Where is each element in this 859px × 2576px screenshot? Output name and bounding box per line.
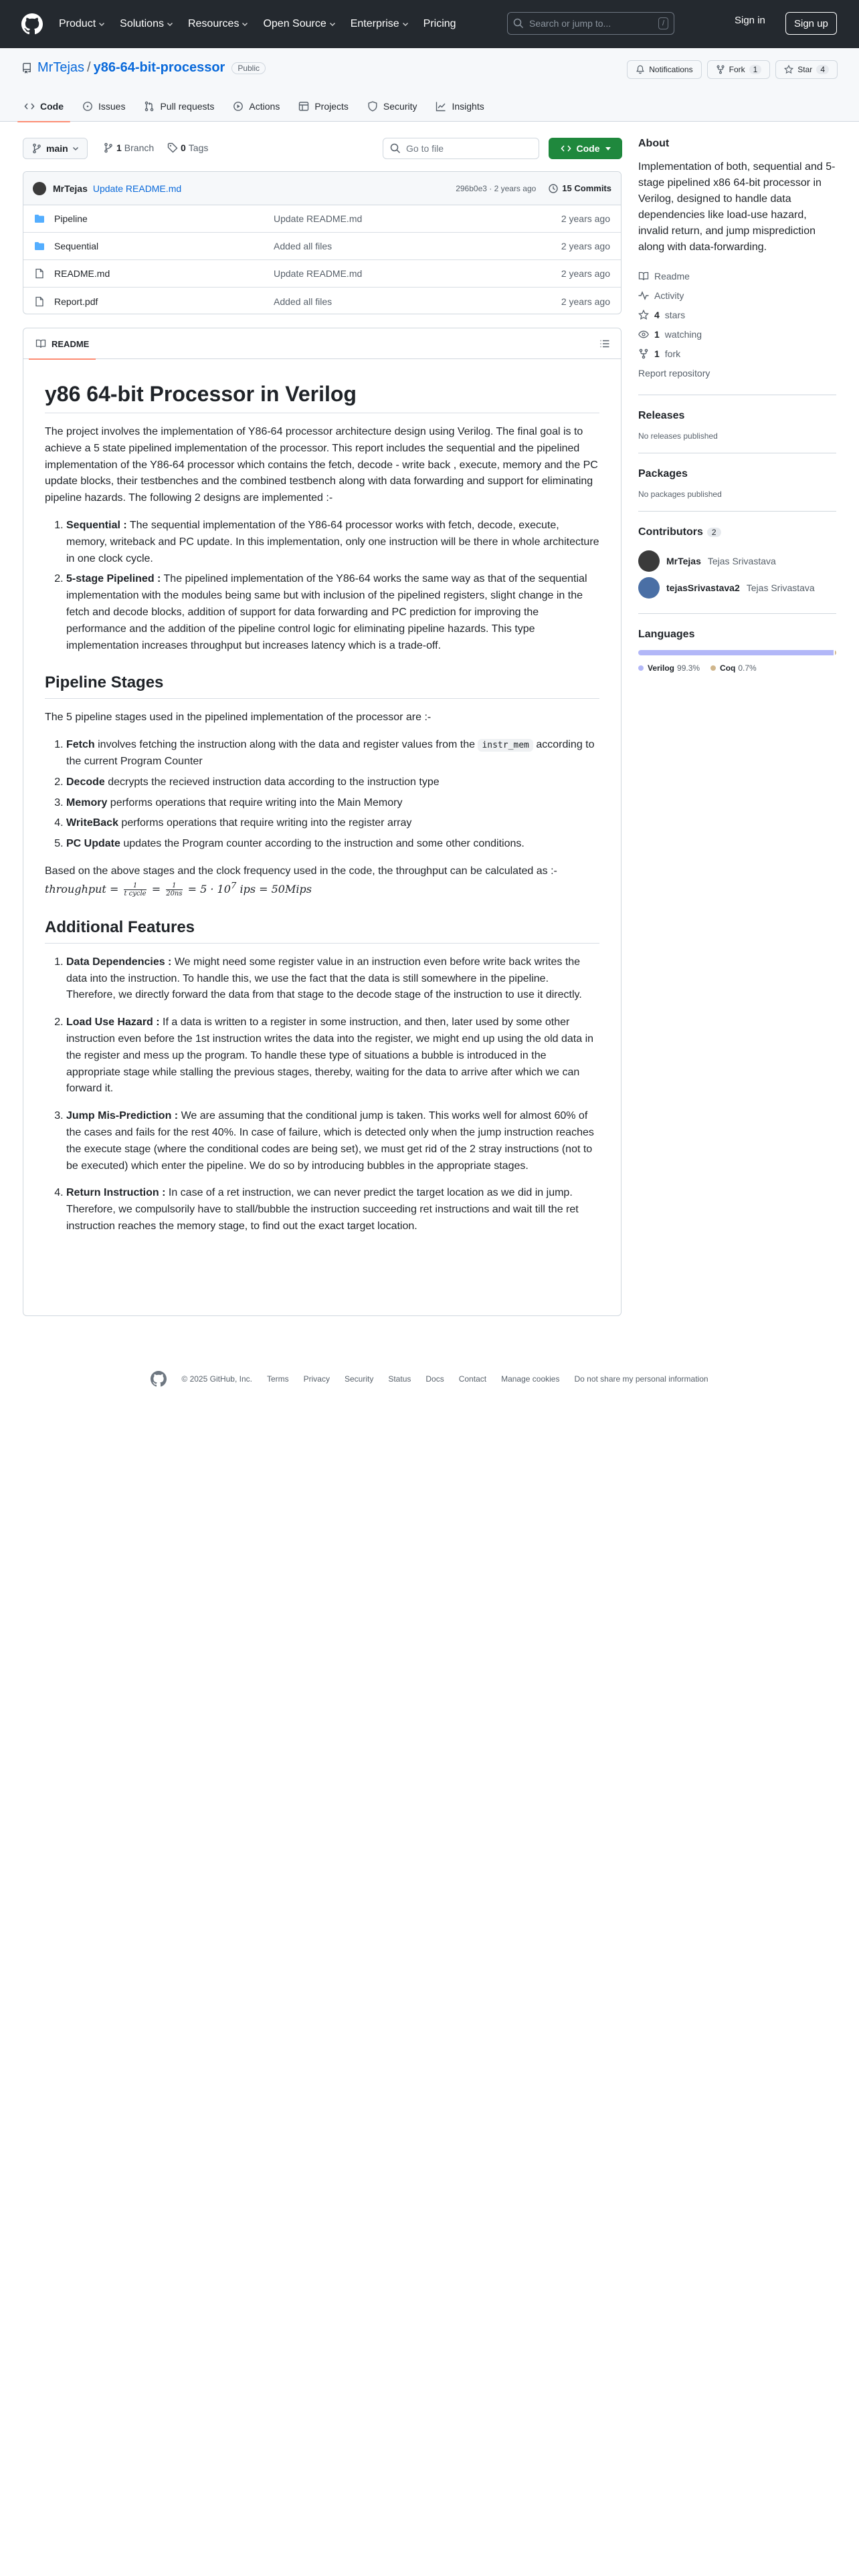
code-icon [561, 143, 571, 154]
language-name: Coq [720, 663, 736, 673]
formula-exponent: 7 [230, 881, 237, 891]
search-icon [513, 18, 524, 29]
repository-header [0, 48, 859, 122]
list-item [66, 571, 599, 654]
list-item-term: Fetch [66, 739, 95, 751]
watchers-link[interactable] [638, 324, 836, 344]
list-item [66, 774, 599, 791]
fork-icon [716, 65, 725, 74]
nav-label: Enterprise [350, 18, 399, 29]
nav-pricing[interactable] [418, 13, 462, 35]
list-item-term: Data Dependencies : [66, 956, 172, 968]
chevron-down-icon [329, 21, 336, 27]
language-bar-segment [638, 650, 834, 655]
branches-count: 1 [116, 142, 122, 153]
fork-label: Fork [729, 65, 745, 74]
releases-heading[interactable]: Releases [638, 410, 685, 421]
nav-label: Resources [187, 18, 240, 29]
footer-link-contact[interactable]: Contact [458, 1374, 487, 1384]
formula-fraction-1 [124, 882, 146, 897]
folder-icon [34, 241, 45, 251]
tag-icon [167, 142, 178, 153]
book-icon [35, 338, 46, 349]
tab-label: Pull requests [160, 101, 215, 112]
contributors-count: 2 [707, 528, 721, 537]
go-to-file-placeholder: Go to file [406, 143, 444, 154]
sign-in-link[interactable]: Sign in [735, 15, 765, 26]
table-of-contents-icon[interactable] [599, 338, 610, 349]
inline-code: instr_mem [478, 739, 533, 752]
file-commit-message[interactable]: Added all files [274, 296, 332, 307]
forks-link[interactable] [638, 344, 836, 363]
language-percent: 99.3% [677, 663, 700, 673]
list-item [66, 1014, 599, 1097]
about-description: Implementation of both, sequential and 5-stage pipelined x86 64-bit processor in Verilog, designed to handle data dependencies like load-use hazard, invalid return, and jump misprediction along with data-forwarding. [638, 161, 836, 253]
github-logo-icon[interactable] [151, 1371, 167, 1387]
readme-header [23, 328, 621, 359]
code-button-label: Code [576, 143, 600, 154]
code-icon [24, 101, 35, 112]
list-item-term: Decode [66, 776, 105, 788]
tab-pull-requests[interactable] [137, 91, 221, 122]
list-item-text: In case of a ret instruction, we can never predict the target location as we did in jump. Therefore, we compulsorily have to stall/bubble the instruction succeeding ret instructions and wait till the ret instruction reaches the memory stage, to find out the exact target location. [66, 1187, 579, 1232]
readme-content [23, 359, 621, 1267]
list-item-term: WriteBack [66, 817, 118, 829]
releases-empty-text: No releases published [638, 431, 718, 441]
global-header [0, 0, 859, 48]
go-to-file-input[interactable] [383, 138, 539, 159]
repo-tabs [17, 91, 491, 122]
language-item[interactable] [638, 663, 700, 673]
formula-tail: ips = 50Mips [236, 883, 312, 896]
nav-enterprise[interactable] [345, 13, 414, 35]
list-item-term: Sequential : [66, 519, 127, 531]
readme-link[interactable] [638, 266, 836, 286]
forks-label: fork [664, 348, 681, 359]
list-item-text: performs operations that require writing into the Main Memory [107, 796, 403, 809]
nav-open-source[interactable] [258, 13, 341, 35]
fraction-numerator: 1 [166, 882, 182, 890]
language-item[interactable] [710, 663, 757, 673]
packages-heading[interactable]: Packages [638, 468, 688, 479]
list-item-text: updates the Program counter according to the instruction and some other conditions. [120, 838, 524, 850]
list-item-term: Jump Mis-Prediction : [66, 1110, 179, 1122]
additional-features-heading: Additional Features [45, 918, 599, 944]
activity-link-label: Activity [654, 290, 684, 301]
repo-path-separator: / [87, 60, 91, 75]
star-icon [638, 310, 649, 320]
fork-count: 1 [749, 65, 762, 74]
nav-solutions[interactable] [114, 13, 179, 35]
file-commit-message[interactable]: Update README.md [274, 268, 363, 279]
file-name-link[interactable]: Report.pdf [54, 296, 98, 307]
contributor-name: Tejas Srivastava [707, 556, 776, 566]
list-item [66, 836, 599, 853]
watching-label: watching [664, 328, 702, 340]
readme-tab-label: README [52, 338, 90, 349]
branches-link[interactable] [103, 142, 154, 153]
play-icon [233, 101, 244, 112]
commit-hash-and-date[interactable]: 296b0e3 · 2 years ago [456, 183, 537, 193]
latest-commit-bar [23, 172, 621, 205]
book-icon [638, 271, 649, 282]
file-name-link[interactable]: Pipeline [54, 213, 88, 224]
file-row [23, 288, 621, 314]
pipeline-intro: The 5 pipeline stages used in the pipelined implementation of the processor are :- [45, 712, 432, 724]
list-item-text: We might need some register value in an instruction even before write back writes the data into the instruction. To handle this, we use the fact that the data is still somewhere in the pipeline. Therefore, we directly forward the data from that stage to the decode stage of the instruction to use it directly. [66, 956, 582, 1001]
list-item [66, 737, 599, 770]
watching-count: 1 [654, 328, 660, 340]
stars-link[interactable] [638, 305, 836, 324]
list-item-text: The sequential implementation of the Y86-64 processor works with fetch, decode, execute, memory, writeback and PC update. In this implementation, only one instruction will be there in whole architecture in one clock cycle. [66, 519, 599, 564]
tab-security[interactable] [361, 91, 424, 122]
contributor-login[interactable]: MrTejas [666, 556, 701, 566]
list-item-term: PC Update [66, 838, 120, 850]
notifications-label: Notifications [649, 65, 693, 74]
tab-label: Insights [452, 101, 484, 112]
formula-lhs: throughput [45, 883, 106, 896]
file-row [23, 260, 621, 288]
github-logo-icon[interactable] [21, 13, 43, 35]
tab-actions[interactable] [226, 91, 286, 122]
commits-count: 15 Commits [562, 183, 611, 193]
stars-count: 4 [654, 309, 660, 320]
throughput-formula [45, 881, 312, 898]
nav-label: Pricing [423, 18, 456, 29]
tab-code[interactable] [17, 91, 70, 122]
list-item [66, 954, 599, 1004]
file-row [23, 205, 621, 233]
language-color-dot [638, 665, 644, 671]
languages-legend [638, 663, 836, 673]
nav-label: Open Source [263, 18, 326, 29]
nav-product[interactable] [54, 13, 110, 35]
caret-down-icon [605, 146, 611, 151]
chevron-down-icon [72, 145, 79, 152]
sidebar-divider [638, 511, 836, 512]
readme-panel [23, 328, 622, 1316]
footer-link-security[interactable]: Security [344, 1374, 374, 1384]
eye-icon [638, 329, 649, 340]
file-row [23, 233, 621, 260]
tab-label: Issues [98, 101, 126, 112]
file-commit-message[interactable]: Update README.md [274, 213, 363, 224]
nav-label: Product [59, 18, 96, 29]
fork-icon [638, 348, 649, 359]
contributors-title: Contributors [638, 526, 703, 538]
language-percent: 0.7% [738, 663, 757, 673]
sign-up-button[interactable]: Sign up [785, 12, 837, 35]
footer-link-terms[interactable]: Terms [266, 1374, 289, 1384]
stars-label: stars [664, 309, 686, 320]
file-icon [34, 296, 45, 307]
list-item-term: Return Instruction : [66, 1187, 166, 1199]
contributor-item[interactable] [638, 548, 836, 574]
star-button[interactable] [775, 60, 838, 79]
readme-link-label: Readme [654, 270, 690, 282]
contributor-name: Tejas Srivastava [746, 582, 815, 593]
footer-link-do-not-share-my-personal-information[interactable]: Do not share my personal information [574, 1374, 708, 1384]
commit-author-link[interactable]: MrTejas [53, 183, 88, 194]
contributors-list [638, 548, 836, 601]
file-name-link[interactable]: Sequential [54, 241, 99, 251]
list-item [66, 815, 599, 832]
repo-owner-link[interactable]: MrTejas [37, 60, 85, 75]
star-icon [784, 65, 793, 74]
search-icon [390, 143, 401, 154]
readme-intro: The project involves the implementation of Y86-64 processor architecture design using Verilog. The final goal is to achieve a 5 state pipelined implementation of the processor. This report includes the sequential and the pipelined implementation of the Y86-64 processor which contains the fetch, decode - write back , execute, memory and the PC update blocks, their testbenches and the combined testbench along with data forwarding and support for eliminating pipeline hazards. The following 2 designs are implemented :- [45, 426, 598, 504]
folder-icon [34, 213, 45, 224]
list-item [66, 795, 599, 812]
file-commit-age: 2 years ago [561, 268, 610, 279]
readme-tab[interactable] [29, 328, 96, 359]
tab-insights[interactable] [429, 91, 490, 122]
repository-title [21, 60, 266, 76]
star-label: Star [797, 65, 813, 74]
repo-name-link[interactable]: y86-64-bit-processor [93, 60, 225, 75]
formula-fraction-2 [166, 882, 182, 897]
file-rows [23, 205, 621, 314]
pull-request-icon [144, 101, 155, 112]
contributor-login[interactable]: tejasSrivastava2 [666, 582, 740, 593]
throughput-paragraph [45, 863, 599, 899]
list-item-text: performs operations that require writing into the register array [118, 817, 412, 829]
fork-button[interactable] [707, 60, 771, 79]
forks-count: 1 [654, 348, 660, 359]
tab-label: Actions [249, 101, 280, 112]
commit-message-link[interactable]: Update README.md [92, 183, 182, 194]
tags-link[interactable] [167, 142, 208, 153]
list-item-term: Load Use Hazard : [66, 1016, 160, 1029]
graph-icon [436, 101, 446, 112]
chevron-down-icon [242, 21, 248, 27]
chevron-down-icon [402, 21, 409, 27]
tab-label: Security [383, 101, 417, 112]
nav-resources[interactable] [183, 13, 254, 35]
report-repository-link[interactable] [638, 363, 836, 383]
notifications-button[interactable] [627, 60, 701, 79]
list-item [66, 518, 599, 567]
fraction-denominator: 20ns [166, 890, 183, 898]
formula-mid: = 5 · 10 [187, 883, 231, 896]
list-item-text: If a data is written to a register in some instruction, and then, later used by some other instruction even before the 1st instruction writes the data into the register, we might end up using the old data in the register and mess up the program. To handle these type of situations a bubble is introduced in the appropriate stage while stalling the previous stages, thereby, waiting for the data to arrive after which we can forward it. [66, 1016, 594, 1095]
language-color-dot [710, 665, 716, 671]
search-placeholder: Search or jump to... [529, 18, 611, 29]
tab-projects[interactable] [292, 91, 355, 122]
commits-history-link[interactable] [548, 183, 611, 194]
pulse-icon [638, 290, 649, 301]
issue-icon [82, 101, 93, 112]
file-commit-message[interactable]: Added all files [274, 241, 332, 251]
languages-heading: Languages [638, 629, 695, 640]
file-commit-age: 2 years ago [561, 241, 610, 251]
file-icon [34, 268, 45, 279]
list-item-term: Memory [66, 796, 108, 809]
stages-list [45, 737, 599, 853]
contributors-heading[interactable] [638, 526, 836, 538]
file-commit-age: 2 years ago [561, 296, 610, 307]
visibility-badge: Public [231, 62, 266, 74]
report-repository-label: Report repository [638, 367, 710, 379]
footer-link-privacy[interactable]: Privacy [303, 1374, 330, 1384]
avatar[interactable] [638, 577, 660, 599]
list-item-text: The pipelined implementation of the Y86-64 works the same way as that of the sequential implementation with the modules being same but with inclusion of the pipelined registers, slight change in the fetch and decode blocks, addition of support for data forwarding and PC prediction for improving the performance and the addition of the pipeline control logic for eliminating pipeline hazards. This type implementation increases throughput but increases latency which is a trade-off. [66, 573, 587, 651]
list-item [66, 1185, 599, 1235]
code-dropdown-button[interactable] [549, 138, 622, 159]
footer-link-docs[interactable]: Docs [425, 1374, 444, 1384]
tab-label: Code [40, 101, 64, 112]
file-toolbar [23, 138, 622, 160]
features-list [45, 954, 599, 1235]
history-icon [548, 183, 559, 194]
language-bar-segment [835, 650, 836, 655]
chevron-down-icon [167, 21, 173, 27]
tab-issues[interactable] [76, 91, 132, 122]
pipeline-stages-heading: Pipeline Stages [45, 673, 599, 699]
avatar[interactable] [638, 550, 660, 572]
tab-label: Projects [314, 101, 349, 112]
sidebar-divider [638, 613, 836, 614]
file-commit-age: 2 years ago [561, 213, 610, 224]
fraction-denominator: t cycle [124, 890, 147, 898]
language-name: Verilog [648, 663, 675, 673]
branch-name: main [46, 143, 68, 154]
repo-icon [21, 63, 32, 74]
about-heading: About [638, 138, 670, 149]
list-item-term: 5-stage Pipelined : [66, 573, 161, 585]
branch-selector[interactable] [23, 138, 88, 159]
branches-label: Branch [124, 142, 155, 153]
file-name-link[interactable]: README.md [54, 268, 110, 279]
nav-label: Solutions [120, 18, 164, 29]
search-shortcut-key: / [658, 17, 668, 29]
repo-sidebar [638, 138, 836, 673]
packages-empty-text: No packages published [638, 490, 722, 499]
list-item-text: We are assuming that the conditional jump is taken. This works well for almost 60% of the cases and fails for the rest 40%. In case of failure, which is detected only when the jump instruction reaches the execute stage (where the conditional codes are being set), we must get rid of the 2 stray instructions (not to be executed) which enter the pipeline. We do so by introducing bubbles in the appropriate stages. [66, 1110, 594, 1172]
tags-count: 0 [181, 142, 186, 153]
list-item-text: decrypts the recieved instruction data according to the instruction type [104, 776, 440, 788]
formula-eq: = [151, 883, 161, 896]
footer-link-manage-cookies[interactable]: Manage cookies [501, 1374, 560, 1384]
languages-bar [638, 650, 836, 655]
throughput-text: Based on the above stages and the clock frequency used in the code, the throughput can be calculated as :- [45, 865, 557, 877]
contributor-item[interactable] [638, 574, 836, 601]
branch-icon [31, 143, 42, 154]
global-search-input[interactable] [507, 12, 674, 35]
branch-icon [103, 142, 114, 153]
fraction-numerator: 1 [124, 882, 146, 890]
table-icon [298, 101, 309, 112]
avatar[interactable] [33, 182, 46, 195]
bell-icon [636, 65, 645, 74]
global-nav [54, 13, 462, 35]
page-footer [0, 1371, 859, 1387]
shield-icon [367, 101, 378, 112]
chevron-down-icon [98, 21, 105, 27]
footer-copyright: © 2025 GitHub, Inc. [181, 1374, 252, 1384]
activity-link[interactable] [638, 286, 836, 305]
star-count: 4 [816, 65, 829, 74]
readme-title: y86 64-bit Processor in Verilog [45, 381, 599, 413]
designs-list [45, 518, 599, 654]
list-item [66, 1108, 599, 1174]
list-item-text: involves fetching the instruction along with the data and register values from the [94, 739, 478, 751]
formula-eq: = [109, 883, 119, 896]
list-item-tail: according to the current Program Counter [66, 739, 595, 767]
file-list [23, 171, 622, 314]
tags-label: Tags [188, 142, 209, 153]
footer-link-status[interactable]: Status [388, 1374, 411, 1384]
repo-actions [627, 60, 838, 79]
